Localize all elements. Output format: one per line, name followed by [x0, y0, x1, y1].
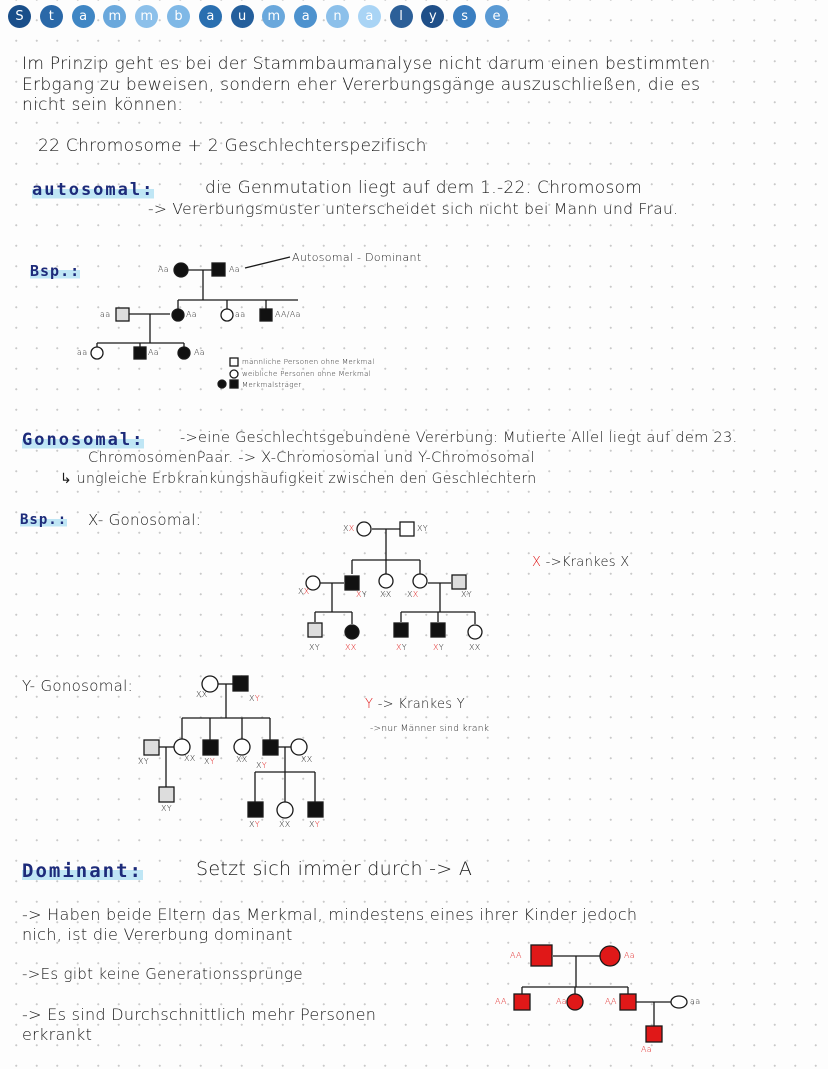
- autosomal-text-2: -> Vererbungsmuster unterscheidet sich nicht bei Mann und Frau.: [148, 200, 679, 218]
- dominant-bullet-2: ->Es gibt keine Generationssprünge: [22, 965, 303, 983]
- y-label-g2-6: XX: [301, 755, 313, 764]
- label-child-Aa: Aa: [186, 310, 197, 319]
- label-g3-aa: aa: [77, 348, 88, 357]
- legend-female: weibliche Personen ohne Merkmal: [242, 370, 371, 378]
- x-label-g2-1: XX: [298, 587, 310, 596]
- gonosomal-bsp: Bsp.:: [20, 512, 68, 528]
- x-label-g3-2: XX: [345, 643, 357, 652]
- title-letter-circle: u: [231, 5, 254, 28]
- dom-label-c2: Aa: [556, 997, 567, 1006]
- label-child-AAAa: AA/Aa: [275, 310, 301, 319]
- dom-label-c1: AA: [495, 997, 507, 1006]
- y-label-g2-3: XY: [204, 757, 215, 766]
- y-label-g3-2: XY: [249, 820, 260, 829]
- intro-line-3: nicht sein können.: [22, 95, 184, 115]
- x-label-g3-3: XY: [396, 643, 407, 652]
- autosomal-heading: autosomal:: [32, 180, 155, 200]
- title-letter-circle: l: [390, 5, 413, 28]
- dom-label-p2: Aa: [624, 951, 635, 960]
- x-label-g3-1: XY: [309, 643, 320, 652]
- title-letter-circle: m: [103, 5, 126, 28]
- y-note-red: Y: [365, 697, 374, 712]
- legend-carrier: Merkmalsträger: [242, 381, 302, 389]
- x-gonosomal-title: X- Gonosomal:: [88, 511, 202, 529]
- chromosome-count: 22 Chromosome + 2 Geschlechterspezifisch: [38, 136, 427, 156]
- title-letter-circle: a: [199, 5, 222, 28]
- dominant-bullet-1b: nich, ist die Vererbung dominant: [22, 925, 293, 944]
- y-label-mother: XX: [196, 690, 208, 699]
- label-child-aa2: aa: [235, 310, 246, 319]
- y-gonosomal-pedigree: [144, 676, 323, 818]
- legend-male: männliche Personen ohne Merkmal: [242, 358, 375, 366]
- x-note-red: X: [532, 555, 542, 570]
- title-letter-circle: b: [167, 5, 190, 28]
- title-letter-circle: s: [453, 5, 476, 28]
- title-letter-circle: n: [326, 5, 349, 28]
- label-child-aa1: aa: [100, 310, 111, 319]
- dominant-text: Setzt sich immer durch -> A: [196, 858, 473, 880]
- title-letter-circle: m: [135, 5, 158, 28]
- x-gonosomal-pedigree: [306, 522, 482, 639]
- title-letter-circle: a: [358, 5, 381, 28]
- y-label-g2-2: XX: [184, 754, 196, 763]
- gonosomal-text-1: ->eine Geschlechtsgebundene Vererbung: Mutierte Allel liegt auf dem 23.: [180, 430, 738, 446]
- x-label-xx-mother: XX: [343, 524, 355, 533]
- y-label-father: XY: [249, 694, 260, 703]
- y-note-text: -> Krankes Y: [377, 697, 465, 712]
- gonosomal-text-3: ↳ ungleiche Erbkrankungshäufigkeit zwischen den Geschlechtern: [60, 471, 537, 487]
- gonosomal-heading: Gonosomal:: [22, 430, 145, 450]
- title-letter-circle: e: [485, 5, 508, 28]
- y-label-g3-1: XY: [161, 804, 172, 813]
- title-letter-circle: a: [294, 5, 317, 28]
- x-label-g3-4: XY: [433, 643, 444, 652]
- title-letter-circle: a: [72, 5, 95, 28]
- x-label-g2-3: XX: [380, 590, 392, 599]
- autosomal-text-1: die Genmutation liegt auf dem 1.-22. Chromosom: [205, 178, 643, 198]
- y-label-g2-5: XY: [256, 761, 267, 770]
- dominant-bullet-1a: -> Haben beide Eltern das Merkmal, mindestens eines ihrer Kinder jedoch: [22, 905, 638, 924]
- y-note-2: ->nur Männer sind krank: [370, 724, 490, 734]
- intro-line-1: Im Prinzip geht es bei der Stammbaumanalyse nicht darum einen bestimmten: [22, 54, 711, 74]
- autosomal-diagram-label: Autosomal - Dominant: [292, 251, 422, 264]
- y-label-g2-1: XY: [138, 757, 149, 766]
- x-label-g2-4: XX: [407, 590, 419, 599]
- y-label-g3-4: XY: [309, 820, 320, 829]
- label-aa-right: Aa: [229, 265, 240, 274]
- y-label-g3-3: XX: [279, 820, 291, 829]
- dom-label-g3: Aa: [641, 1045, 652, 1054]
- dom-label-p1: AA: [510, 951, 522, 960]
- title-letter-circle: m: [262, 5, 285, 28]
- x-label-g2-5: XY: [461, 590, 472, 599]
- y-gonosomal-title: Y- Gonosomal:: [22, 677, 133, 695]
- x-label-g2-2: XY: [356, 590, 367, 599]
- x-label-xy-father: XY: [417, 524, 428, 533]
- dom-label-c3: AA: [605, 997, 617, 1006]
- dominant-heading: Dominant:: [22, 860, 143, 882]
- x-label-g3-5: XX: [469, 643, 481, 652]
- autosomal-pedigree: [91, 257, 298, 388]
- label-g3-Aa1: Aa: [148, 348, 159, 357]
- title-letter-circle: S: [8, 5, 31, 28]
- title-letter-circle: t: [40, 5, 63, 28]
- dominant-pedigree: [514, 945, 687, 1042]
- gonosomal-text-2: ChromosomenPaar. -> X-Chromosomal und Y-Chromosomal: [88, 450, 535, 466]
- title-letter-circle: y: [421, 5, 444, 28]
- x-note-text: ->Krankes X: [545, 555, 630, 570]
- label-aa-left: Aa: [158, 265, 169, 274]
- autosomal-bsp: Bsp.:: [30, 262, 81, 280]
- y-label-g2-4: XX: [236, 755, 248, 764]
- label-g3-Aa2: Aa: [194, 348, 205, 357]
- dominant-bullet-3b: erkrankt: [22, 1025, 93, 1044]
- intro-line-2: Erbgang zu beweisen, sondern eher Vererbungsgänge auszuschließen, die es: [22, 75, 701, 95]
- dominant-bullet-3a: -> Es sind Durchschnittlich mehr Personen: [22, 1005, 377, 1024]
- dom-label-c4: aa: [690, 997, 701, 1006]
